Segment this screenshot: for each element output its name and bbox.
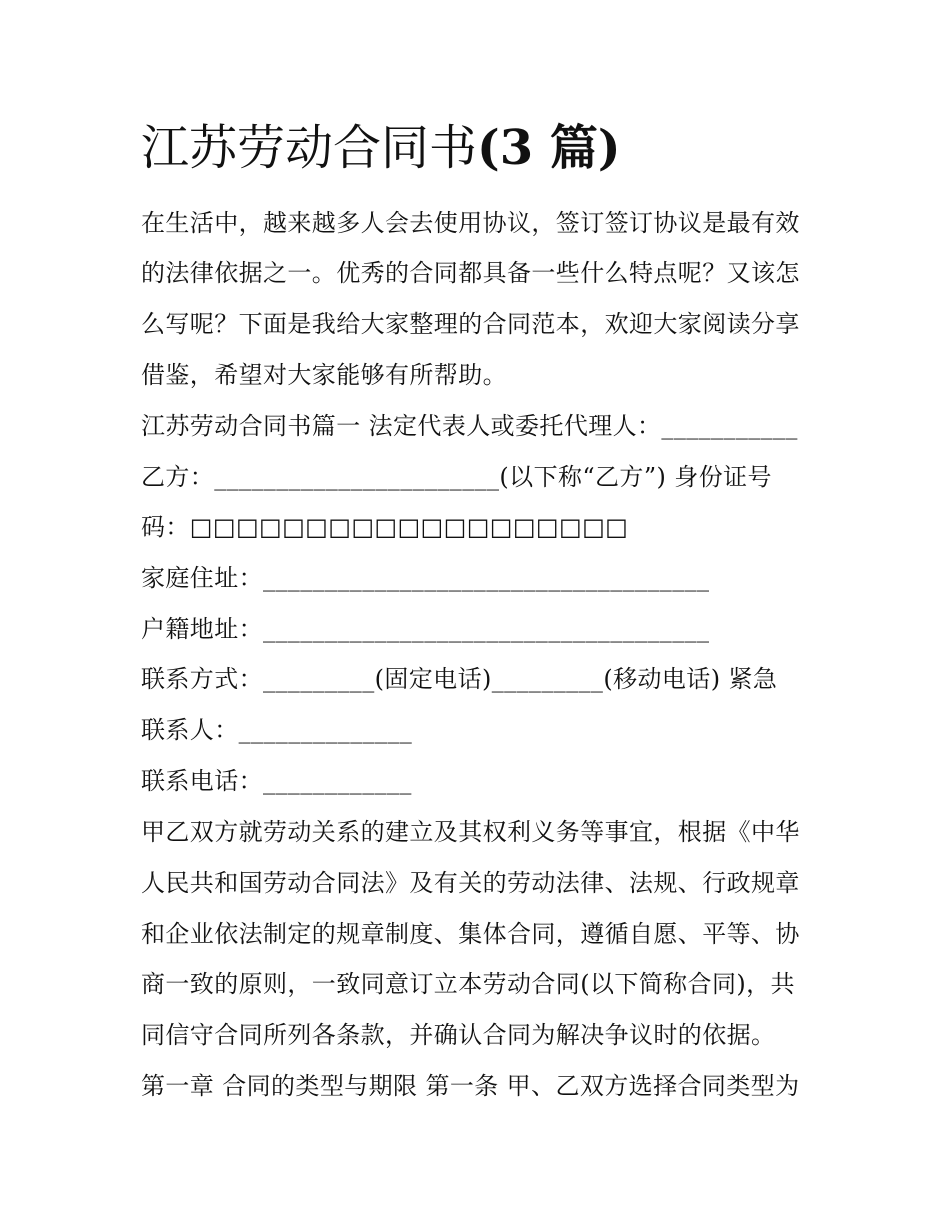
intro-line-1: 在生活中，越来越多人会去使用协议，签订签订协议是最有效 xyxy=(141,209,800,237)
chapter-one-line: 第一章 合同的类型与期限 第一条 甲、乙双方选择合同类型为 xyxy=(141,1072,800,1100)
title-main: 江苏劳动合同书 xyxy=(141,120,478,176)
title-suffix: (3 篇) xyxy=(477,120,621,176)
intro-line-2: 的法律依据之一。优秀的合同都具备一些什么特点呢？又该怎 xyxy=(141,259,800,287)
representative-field-line: 江苏劳动合同书篇一 法定代表人或委托代理人：___________ xyxy=(141,412,798,440)
intro-line-4: 借鉴，希望对大家能够有所帮助。 xyxy=(141,361,507,389)
document-title xyxy=(141,116,621,180)
intro-line-3: 么写呢？下面是我给大家整理的合同范本，欢迎大家阅读分享 xyxy=(141,310,800,338)
party-b-field-line: 乙方：_______________________(以下称“乙方”) 身份证号 xyxy=(141,463,772,491)
contact-method-field-line: 联系方式：_________(固定电话)_________(移动电话) 紧急 xyxy=(141,665,778,693)
contact-phone-field-line: 联系电话：____________ xyxy=(141,767,412,795)
home-address-field-line: 家庭住址：____________________________________ xyxy=(141,564,710,592)
body-line-5: 同信守合同所列各条款，并确认合同为解决争议时的依据。 xyxy=(141,1021,776,1049)
emergency-contact-field-line: 联系人：______________ xyxy=(141,716,413,744)
body-line-3: 和企业依法制定的规章制度、集体合同，遵循自愿、平等、协 xyxy=(141,920,800,948)
household-address-field-line: 户籍地址：____________________________________ xyxy=(141,615,710,643)
body-line-2: 人民共和国劳动合同法》及有关的劳动法律、法规、行政规章 xyxy=(141,869,800,897)
id-number-boxes-line: 码：□□□□□□□□□□□□□□□□□□□ xyxy=(141,513,629,541)
body-line-4: 商一致的原则，一致同意订立本劳动合同(以下简称合同)，共 xyxy=(141,970,795,998)
body-line-1: 甲乙双方就劳动关系的建立及其权利义务等事宜，根据《中华 xyxy=(141,818,800,846)
